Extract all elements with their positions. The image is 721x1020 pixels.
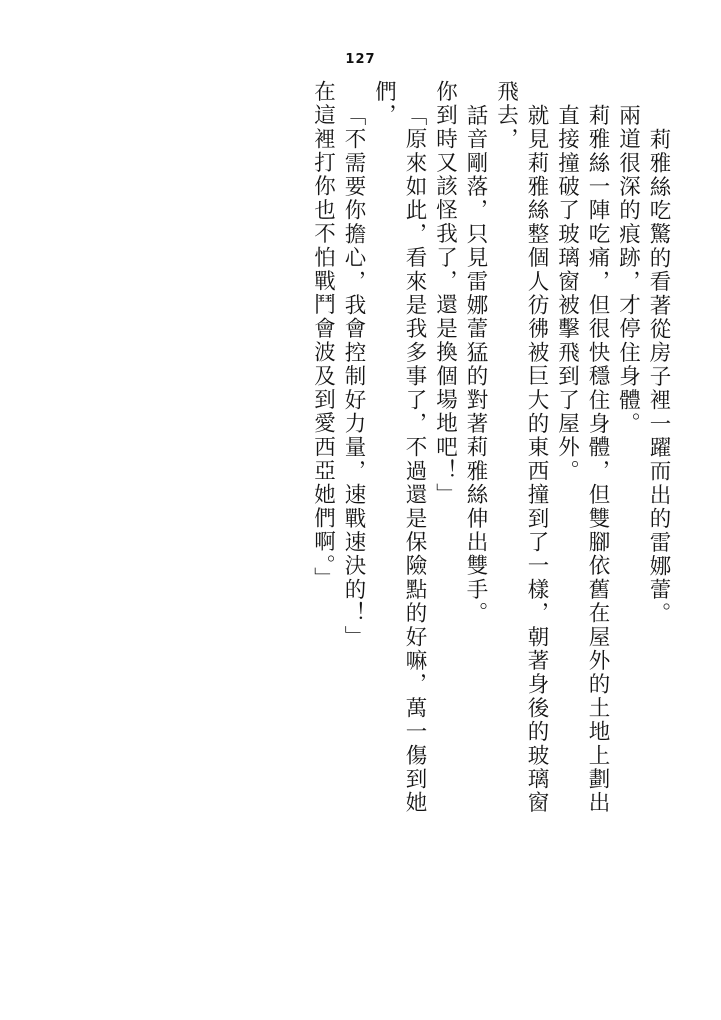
text-column: 「原來如此，看來是我多事了，不過還是保險點的好嘛，萬一傷到她 — [402, 104, 427, 815]
body-text — [303, 80, 669, 970]
text-column: 直接撞破了玻璃窗被擊飛到了屋外。 — [554, 104, 580, 484]
text-column: 你到時又該怪我了，還是換個場地吧！」 — [432, 80, 458, 507]
text-column: 莉雅絲一陣吃痛，但很快穩住身體，但雙腳依舊在屋外的土地上劃出 — [585, 104, 610, 815]
text-column: 們， — [371, 80, 397, 128]
text-column: 「不需要你擔心，我會控制好力量，速戰速決的！」 — [341, 104, 366, 650]
page-number: 127 — [345, 52, 376, 67]
text-column: 莉雅絲吃驚的看著從房子裡一躍而出的雷娜蕾。 — [646, 128, 671, 626]
text-column: 兩道很深的痕跡，才停住身體。 — [615, 104, 641, 436]
text-column: 飛去， — [493, 80, 519, 152]
text-column: 就見莉雅絲整個人彷彿被巨大的東西撞到了一樣，朝著身後的玻璃窗 — [524, 104, 549, 815]
text-column: 話音剛落，只見雷娜蕾猛的對著莉雅絲伸出雙手。 — [463, 104, 488, 626]
text-column: 在這裡打你也不怕戰鬥會波及到愛西亞她們啊。」 — [310, 80, 336, 591]
